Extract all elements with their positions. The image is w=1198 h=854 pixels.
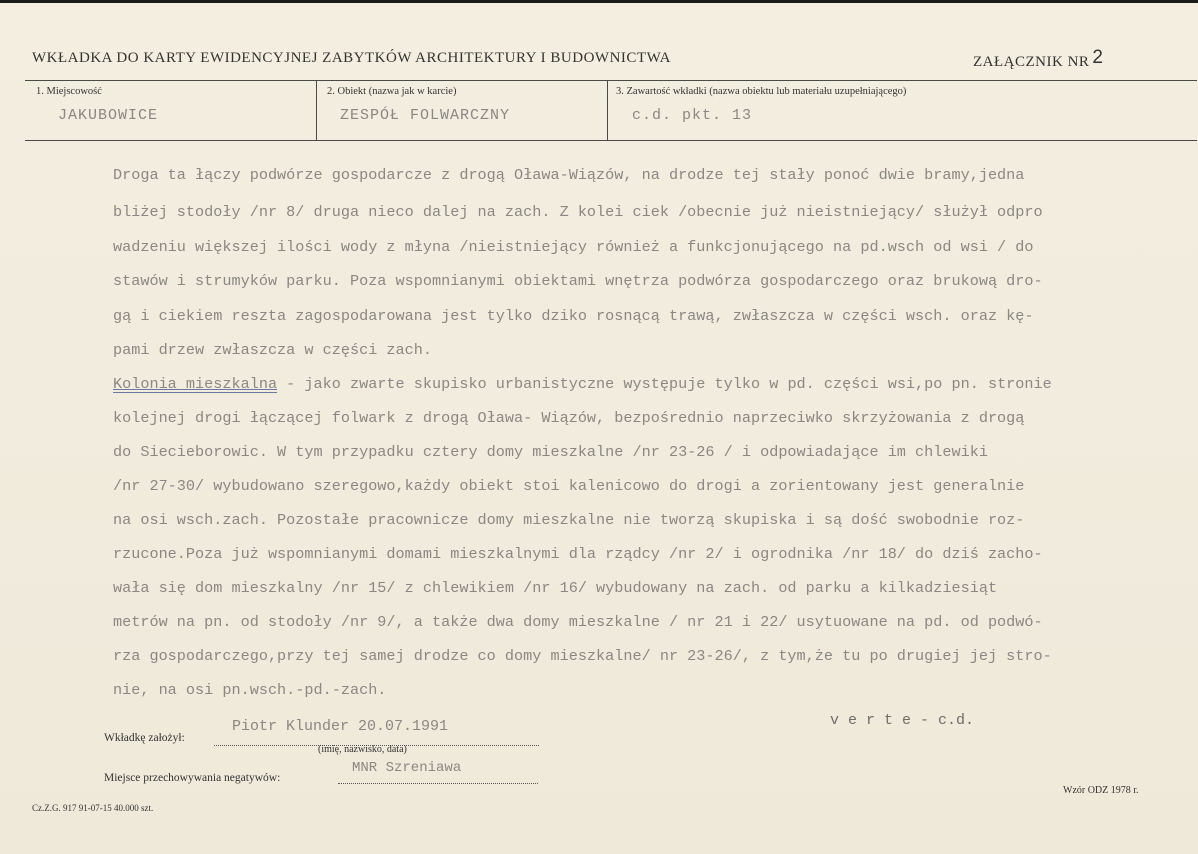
insert-by-value: Piotr Klunder 20.07.1991 <box>232 718 449 735</box>
annex-label <box>973 47 1104 72</box>
annex-label-text: ZAŁĄCZNIK NR <box>973 54 1090 70</box>
locality-label: 1. Miejscowość <box>36 86 102 97</box>
negatives-label: Miejsce przechowywania negatywów: <box>104 772 281 784</box>
field-box-bottom-rule <box>25 140 1197 141</box>
body-line: bliżej stodoły /nr 8/ druga nieco dalej na zach. Z kolei ciek /obecnie już nieistniejący/ służył odpro <box>113 203 1043 221</box>
form-title: WKŁADKA DO KARTY EWIDENCYJNEJ ZABYTKÓW ARCHITEKTURY I BUDOWNICTWA <box>32 50 671 66</box>
body-line: wadzeniu większej ilości wody z młyna /nieistniejący również a funkcjonującego na pd.wsch od wsi / do <box>113 238 1034 256</box>
body-line: rzucone.Poza już wspomnianymi domami mieszkalnymi dla rządcy /nr 2/ i ogrodnika /nr 18/ do dziś zacho- <box>113 545 1043 563</box>
negatives-value: MNR Szreniawa <box>352 760 462 776</box>
negatives-line <box>338 783 538 784</box>
content-value: c.d. pkt. 13 <box>632 107 753 124</box>
field-box-top-rule <box>25 80 1197 81</box>
kolonia-paragraph-start <box>113 374 1052 394</box>
field-divider-1 <box>316 80 317 140</box>
body-line: wała się dom mieszkalny /nr 15/ z chlewikiem /nr 16/ wybudowany na zach. od parku a kilkadziesiąt <box>113 579 998 597</box>
annex-number: 2 <box>1092 47 1104 68</box>
print-code: Cz.Z.G. 917 91-07-15 40.000 szt. <box>32 803 154 813</box>
body-line: nie, na osi pn.wsch.-pd.-zach. <box>113 681 387 699</box>
verte-note: v e r t e - c.d. <box>830 712 975 729</box>
body-line: stawów i strumyków parku. Poza wspomnianymi obiektami wnętrza podwórza gospodarczego oraz brukową dro- <box>113 272 1043 290</box>
model-code: Wzór ODZ 1978 r. <box>1063 785 1139 796</box>
body-line: gą i ciekiem reszta zagospodarowana jest tylko dziko rosnącą trawą, zwłaszcza w części wsch. oraz kę- <box>113 307 1034 325</box>
insert-by-label: Wkładkę założył: <box>104 732 185 744</box>
body-line: Droga ta łączy podwórze gospodarcze z drogą Oława-Wiązów, na drodze tej stały ponoć dwie bramy,jedna <box>113 166 1025 184</box>
insert-by-sub: (imię, nazwisko, data) <box>318 744 407 755</box>
locality-value: JAKUBOWICE <box>58 107 159 124</box>
body-line: metrów na pn. od stodoły /nr 9/, a także dwa domy mieszkalne / nr 21 i 22/ usytuowane na pd. od podwó- <box>113 613 1043 631</box>
kolonia-rest: - jako zwarte skupisko urbanistyczne występuje tylko w pd. części wsi,po pn. stronie <box>277 375 1052 393</box>
body-line: do Siecieborowic. W tym przypadku cztery domy mieszkalne /nr 23-26 / i odpowiadające im chlewiki <box>113 443 988 461</box>
object-label: 2. Obiekt (nazwa jak w karcie) <box>327 86 457 97</box>
body-line: na osi wsch.zach. Pozostałe pracownicze domy mieszkalne nie tworzą skupiska i są dość swobodnie roz- <box>113 511 1025 529</box>
body-line: kolejnej drogi łączącej folwark z drogą Oława- Wiązów, bezpośrednio naprzeciwko skrzyżowania z drogą <box>113 409 1025 427</box>
body-line: pami drzew zwłaszcza w części zach. <box>113 341 432 359</box>
body-line: /nr 27-30/ wybudowano szeregowo,każdy obiekt stoi kalenicowo do drogi a zorientowany jest generalnie <box>113 477 1025 495</box>
body-line: rza gospodarczego,przy tej samej drodze co domy mieszkalne/ nr 23-26/, z tym,że tu po drugiej jej stro- <box>113 647 1052 665</box>
top-border <box>0 0 1198 3</box>
kolonia-heading: Kolonia mieszkalna <box>113 375 278 393</box>
field-divider-2 <box>607 80 608 140</box>
content-label: 3. Zawartość wkładki (nazwa obiektu lub materiału uzupełniającego) <box>616 86 907 97</box>
object-value: ZESPÓŁ FOLWARCZNY <box>340 107 511 124</box>
